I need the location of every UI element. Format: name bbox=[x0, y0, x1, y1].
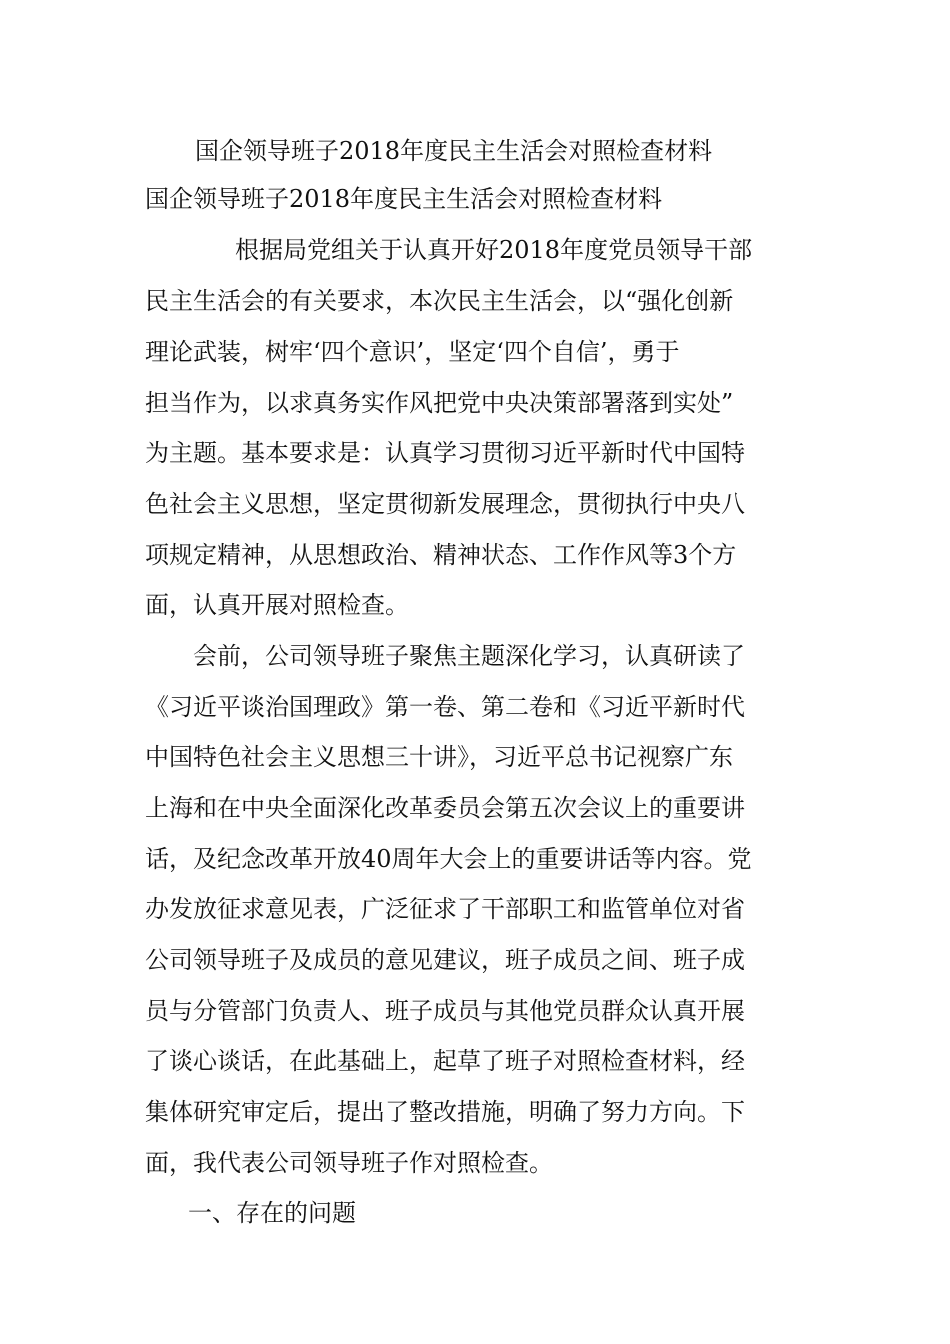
paragraph-1-line: 担当作为，以求真务实作风把党中央决策部署落到实处” bbox=[145, 389, 734, 417]
paragraph-2-line: 话，及纪念改革开放40周年大会上的重要讲话等内容。党 bbox=[145, 845, 752, 873]
paragraph-2-line: 了谈心谈话，在此基础上，起草了班子对照检查材料，经 bbox=[145, 1047, 745, 1075]
section-heading: 一、存在的问题 bbox=[188, 1199, 356, 1227]
paragraph-2-line: 会前，公司领导班子聚焦主题深化学习，认真研读了 bbox=[193, 642, 745, 670]
paragraph-2-line: 中国特色社会主义思想三十讲》，习近平总书记视察广东 bbox=[145, 743, 733, 771]
paragraph-2-line: 公司领导班子及成员的意见建议，班子成员之间、班子成 bbox=[145, 946, 745, 974]
paragraph-2-line: 办发放征求意见表，广泛征求了干部职工和监管单位对省 bbox=[145, 895, 745, 923]
paragraph-1-line: 色社会主义思想，坚定贯彻新发展理念，贯彻执行中央八 bbox=[145, 490, 745, 518]
paragraph-2-line: 面，我代表公司领导班子作对照检查。 bbox=[145, 1149, 553, 1177]
paragraph-1-line: 理论武装，树牢‘四个意识’，坚定‘四个自信’，勇于 bbox=[145, 338, 680, 366]
document-title-repeat: 国企领导班子2018年度民主生活会对照检查材料 bbox=[145, 185, 663, 213]
paragraph-1-line: 民主生活会的有关要求，本次民主生活会，以“强化创新 bbox=[145, 287, 734, 315]
paragraph-1-line: 根据局党组关于认真开好2018年度党员领导干部 bbox=[235, 236, 753, 264]
paragraph-1-line: 项规定精神，从思想政治、精神状态、工作作风等3个方 bbox=[145, 541, 737, 569]
paragraph-1-line: 为主题。基本要求是：认真学习贯彻习近平新时代中国特 bbox=[145, 439, 745, 467]
paragraph-2-line: 员与分管部门负责人、班子成员与其他党员群众认真开展 bbox=[145, 997, 745, 1025]
document-title: 国企领导班子2018年度民主生活会对照检查材料 bbox=[195, 137, 713, 165]
paragraph-2-line: 集体研究审定后，提出了整改措施，明确了努力方向。下 bbox=[145, 1098, 745, 1126]
paragraph-2-line: 上海和在中央全面深化改革委员会第五次会议上的重要讲 bbox=[145, 794, 745, 822]
paragraph-1-line: 面，认真开展对照检查。 bbox=[145, 591, 409, 619]
paragraph-2-line: 《习近平谈治国理政》第一卷、第二卷和《习近平新时代 bbox=[145, 693, 745, 721]
